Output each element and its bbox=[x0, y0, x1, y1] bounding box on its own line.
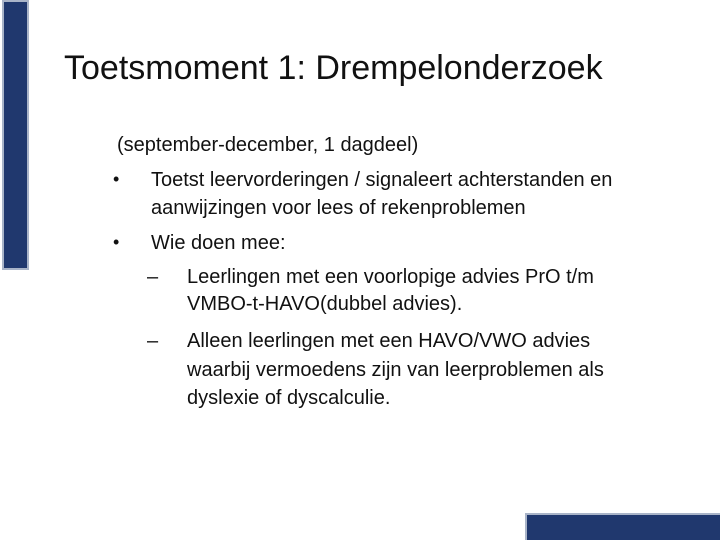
decorative-corner-bar bbox=[525, 513, 720, 540]
subitem-dash-1: – bbox=[147, 266, 159, 288]
subitem-1-line-1: Leerlingen met een voorlopige advies PrO t/m bbox=[187, 266, 594, 288]
subitem-2-line-3: dyslexie of dyscalculie. bbox=[187, 387, 391, 409]
subitem-2-line-1: Alleen leerlingen met een HAVO/VWO advies bbox=[187, 330, 591, 352]
subitem-1-line-2: VMBO-t-HAVO(dubbel advies). bbox=[187, 293, 463, 315]
intro-text: (september-december, 1 dagdeel) bbox=[117, 134, 419, 156]
bullet-marker-1: • bbox=[113, 169, 120, 189]
subitem-dash-2: – bbox=[147, 330, 159, 352]
bullet-1-line-1: Toetst leervorderingen / signaleert achterstanden en bbox=[151, 169, 613, 191]
slide-title: Toetsmoment 1: Drempelonderzoek bbox=[64, 49, 603, 87]
bullet-marker-2: • bbox=[113, 232, 120, 252]
subitem-2-line-2: waarbij vermoedens zijn van leerproblemen als bbox=[187, 359, 604, 381]
decorative-left-bar bbox=[2, 0, 29, 270]
bullet-1-line-2: aanwijzingen voor lees of rekenproblemen bbox=[151, 197, 526, 219]
bullet-2-line-1: Wie doen mee: bbox=[151, 232, 286, 254]
